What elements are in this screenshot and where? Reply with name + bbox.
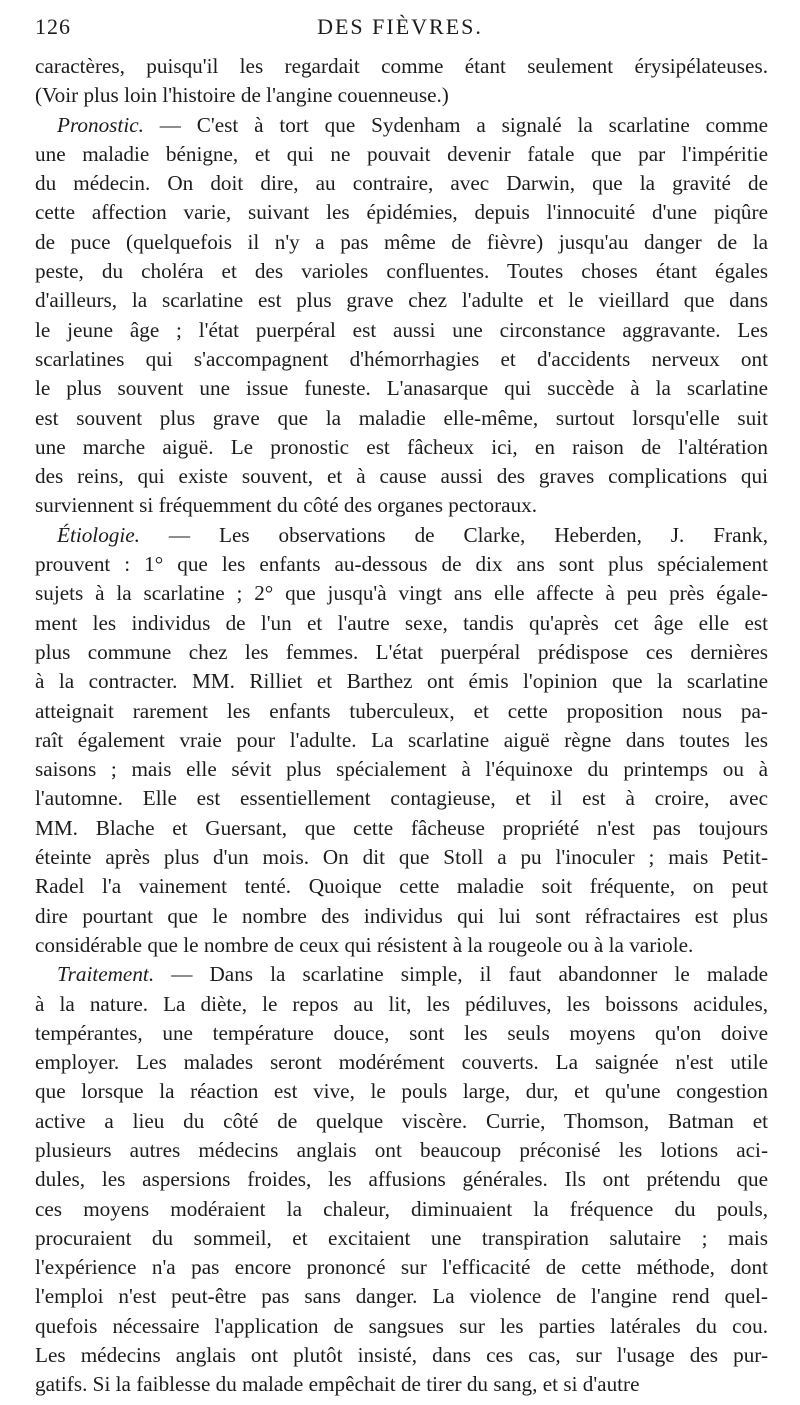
text-line <box>35 1282 768 1311</box>
line-text: le jeune âge ; l'état puerpéral est aussi une circonstance aggravante. Les <box>35 317 768 342</box>
text-line <box>35 1341 768 1370</box>
line-text: gatifs. Si la faiblesse du malade empêchait de tirer du sang, et si d'autre <box>35 1372 640 1397</box>
line-text: des reins, qui existe souvent, et à cause aussi des graves complications qui <box>35 464 768 489</box>
line-text: l'emploi n'est peut-être pas sans danger. La violence de l'angine rend quel- <box>35 1284 768 1309</box>
line-text: à la nature. La diète, le repos au lit, les pédiluves, les boissons acidules, <box>35 991 768 1016</box>
text-line <box>35 52 768 81</box>
text-line <box>35 81 768 110</box>
text-line <box>35 697 768 726</box>
line-text: que lorsque la réaction est vive, le pouls large, dur, et qu'une congestion <box>35 1079 768 1104</box>
body-text <box>35 52 768 1400</box>
section-heading: Traitement. <box>57 962 155 987</box>
text-line <box>35 755 768 784</box>
text-line <box>35 902 768 931</box>
line-text: ces moyens modéraient la chaleur, diminuaient la fréquence du pouls, <box>35 1196 768 1221</box>
line-text: plusieurs autres médecins anglais ont beaucoup préconisé les lotions aci- <box>35 1137 768 1162</box>
line-text: scarlatines qui s'accompagnent d'hémorrhagies et d'accidents nerveux ont <box>35 346 768 371</box>
text-line <box>35 726 768 755</box>
line-text: — C'est à tort que Sydenham a signalé la scarlatine comme <box>143 112 768 137</box>
line-text: une maladie bénigne, et qui ne pouvait devenir fatale que par l'impéritie <box>35 141 768 166</box>
line-text: d'ailleurs, la scarlatine est plus grave chez l'adulte et le vieillard que dans <box>35 288 768 313</box>
line-text: tempérantes, une température douce, sont les seuls moyens qu'on doive <box>35 1020 768 1045</box>
text-line <box>35 990 768 1019</box>
line-text: de puce (quelquefois il n'y a pas même de fièvre) jusqu'au danger de la <box>35 229 768 254</box>
text-line <box>35 638 768 667</box>
text-line <box>35 784 768 813</box>
text-line <box>35 374 768 403</box>
text-line <box>35 1019 768 1048</box>
line-text: peste, du choléra et des varioles confluentes. Toutes choses étant égales <box>35 259 768 284</box>
text-line <box>35 111 768 140</box>
line-text: procuraient du sommeil, et excitaient une transpiration salutaire ; mais <box>35 1225 768 1250</box>
text-line <box>35 872 768 901</box>
text-line <box>35 521 768 550</box>
line-text: l'expérience n'a pas encore prononcé sur l'efficacité de cette méthode, dont <box>35 1255 768 1280</box>
text-line <box>35 228 768 257</box>
text-line <box>35 198 768 227</box>
text-line <box>35 1077 768 1106</box>
line-text: Les médecins anglais ont plutôt insisté, dans ces cas, sur l'usage des pur- <box>35 1343 768 1368</box>
line-text: plus commune chez les femmes. L'état puerpéral prédispose ces dernières <box>35 639 768 664</box>
line-text: employer. Les malades seront modérément couverts. La saignée n'est utile <box>35 1050 768 1075</box>
line-text: à la contracter. MM. Rilliet et Barthez ont émis l'opinion que la scarlatine <box>35 669 768 694</box>
line-text: active a lieu du côté de quelque viscère. Currie, Thomson, Batman et <box>35 1108 768 1133</box>
text-line <box>35 316 768 345</box>
line-text: est souvent plus grave que la maladie elle-même, surtout lorsqu'elle suit <box>35 405 768 430</box>
text-line <box>35 286 768 315</box>
line-text: atteignait rarement les enfants tuberculeux, et cette proposition nous pa- <box>35 698 768 723</box>
line-text: — Les observations de Clarke, Heberden, J. Frank, <box>139 522 768 547</box>
text-line <box>35 257 768 286</box>
line-text: ment les individus de l'un et l'autre sexe, tandis qu'après cet âge elle est <box>35 610 768 635</box>
text-line <box>35 1312 768 1341</box>
page-number: 126 <box>35 14 71 39</box>
line-text: éteinte après plus d'un mois. On dit que Stoll a pu l'inoculer ; mais Petit- <box>35 845 768 870</box>
line-text: Radel l'a vainement tenté. Quoique cette maladie soit fréquente, on peut <box>35 874 768 899</box>
text-line <box>35 404 768 433</box>
text-line <box>35 1165 768 1194</box>
text-line <box>35 931 768 960</box>
line-text: l'automne. Elle est essentiellement contagieuse, et il est à croire, avec <box>35 786 768 811</box>
text-line <box>35 169 768 198</box>
text-line <box>35 140 768 169</box>
line-text: considérable que le nombre de ceux qui résistent à la rougeole ou à la variole. <box>35 932 694 957</box>
line-text: saisons ; mais elle sévit plus spécialement à l'équinoxe du printemps ou à <box>35 757 768 782</box>
text-line <box>35 1136 768 1165</box>
text-line <box>35 433 768 462</box>
text-line <box>35 462 768 491</box>
line-text: surviennent si fréquemment du côté des organes pectoraux. <box>35 493 538 518</box>
line-text: le plus souvent une issue funeste. L'anasarque qui succède à la scarlatine <box>35 376 768 401</box>
line-text: MM. Blache et Guersant, que cette fâcheuse propriété n'est pas toujours <box>35 815 768 840</box>
text-line <box>35 579 768 608</box>
line-text: (Voir plus loin l'histoire de l'angine couenneuse.) <box>35 83 449 108</box>
text-line <box>35 814 768 843</box>
line-text: caractères, puisqu'il les regardait comme étant seulement érysipélateuses. <box>35 54 768 78</box>
text-line <box>35 491 768 520</box>
text-line <box>35 1224 768 1253</box>
running-title: DES FIÈVRES. <box>317 14 483 39</box>
line-text: quefois nécessaire l'application de sangsues sur les parties latérales du cou. <box>35 1313 768 1338</box>
section-heading: Étiologie. <box>57 522 140 547</box>
text-line <box>35 609 768 638</box>
line-text: une marche aiguë. Le pronostic est fâcheux ici, en raison de l'altération <box>35 434 768 459</box>
text-line <box>35 960 768 989</box>
line-text: du médecin. On doit dire, au contraire, avec Darwin, que la gravité de <box>35 171 768 196</box>
line-text: dire pourtant que le nombre des individus qui lui sont réfractaires est plus <box>35 903 768 928</box>
text-line <box>35 1195 768 1224</box>
section-heading: Pronostic. <box>57 112 144 137</box>
text-line <box>35 1107 768 1136</box>
line-text: — Dans la scarlatine simple, il faut abandonner le malade <box>154 962 768 987</box>
text-line <box>35 667 768 696</box>
line-text: raît également vraie pour l'adulte. La scarlatine aiguë règne dans toutes les <box>35 727 768 752</box>
text-line <box>35 1370 768 1399</box>
line-text: prouvent : 1° que les enfants au-dessous de dix ans sont plus spécialement <box>35 552 768 577</box>
text-line <box>35 1048 768 1077</box>
running-header <box>35 14 765 44</box>
line-text: dules, les aspersions froides, les affusions générales. Ils ont prétendu que <box>35 1167 768 1192</box>
text-line <box>35 843 768 872</box>
line-text: sujets à la scarlatine ; 2° que jusqu'à vingt ans elle affecte à peu près égale- <box>35 581 768 606</box>
line-text: cette affection varie, suivant les épidémies, depuis l'innocuité d'une piqûre <box>35 200 768 225</box>
text-line <box>35 1253 768 1282</box>
text-line <box>35 550 768 579</box>
text-line <box>35 345 768 374</box>
